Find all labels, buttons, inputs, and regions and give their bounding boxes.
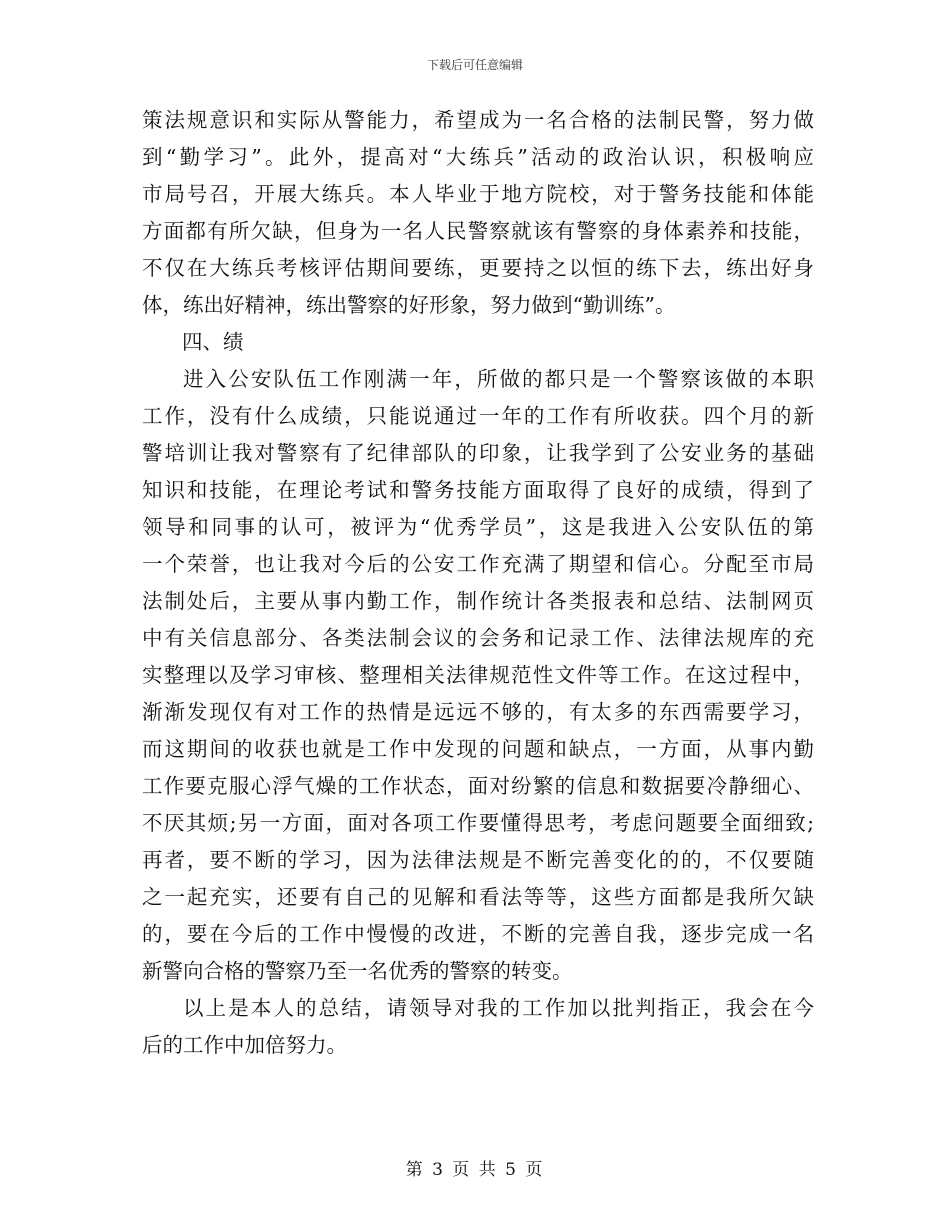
- section-heading: 四、绩: [182, 330, 244, 354]
- text-line: 中有关信息部分、各类法制会议的会务和记录工作、法律法规库的充: [142, 626, 814, 650]
- document-body: [142, 102, 814, 1064]
- text-line: 再者，要不断的学习，因为法律法规是不断完善变化的的，不仅要随: [142, 848, 814, 872]
- text-line: 策法规意识和实际从警能力，希望成为一名合格的法制民警，努力做: [142, 108, 814, 132]
- paragraph-conclusion: [142, 990, 814, 1064]
- text-line: 新警向合格的警察乃至一名优秀的警察的转变。: [142, 959, 573, 983]
- text-line: 工作要克服心浮气燥的工作状态，面对纷繁的信息和数据要冷静细心、: [142, 774, 814, 798]
- text-line: 渐渐发现仅有对工作的热情是远远不够的，有太多的东西需要学习，: [142, 700, 814, 724]
- text-line: 不厌其烦;另一方面，面对各项工作要懂得思考，考虑问题要全面细致;: [142, 811, 814, 835]
- text-line: 而这期间的收获也就是工作中发现的问题和缺点，一方面，从事内勤: [142, 737, 814, 761]
- text-line: 方面都有所欠缺，但身为一名人民警察就该有警察的身体素养和技能，: [142, 219, 814, 243]
- text-line: 法制处后，主要从事内勤工作，制作统计各类报表和总结、法制网页: [142, 589, 814, 613]
- text-line: 警培训让我对警察有了纪律部队的印象，让我学到了公安业务的基础: [142, 441, 814, 465]
- paragraph-continued: [142, 102, 814, 324]
- text-line: 知识和技能，在理论考试和警务技能方面取得了良好的成绩，得到了: [142, 478, 814, 502]
- text-line: 一个荣誉，也让我对今后的公安工作充满了期望和信心。分配至市局: [142, 552, 814, 576]
- page-number-footer: 第 3 页 共 5 页: [405, 1160, 545, 1180]
- text-line: 以上是本人的总结，请领导对我的工作加以批判指正，我会在今: [183, 996, 814, 1020]
- text-line: 工作，没有什么成绩，只能说通过一年的工作有所收获。四个月的新: [142, 404, 814, 428]
- text-line: 体，练出好精神，练出警察的好形象，努力做到“勤训练”。: [142, 293, 676, 317]
- paragraph-achievements: [142, 361, 814, 990]
- text-line: 市局号召，开展大练兵。本人毕业于地方院校，对于警务技能和体能: [142, 182, 814, 206]
- text-line: 之一起充实，还要有自己的见解和看法等等，这些方面都是我所欠缺: [142, 885, 814, 909]
- page-header-note: 下载后可任意编辑: [426, 58, 523, 72]
- text-line: 进入公安队伍工作刚满一年，所做的都只是一个警察该做的本职: [183, 367, 814, 391]
- text-line: 到“勤学习”。此外，提高对“大练兵”活动的政治认识，积极响应: [142, 145, 814, 169]
- text-line: 领导和同事的认可，被评为“优秀学员”，这是我进入公安队伍的第: [142, 515, 814, 539]
- text-line: 不仅在大练兵考核评估期间要练，更要持之以恒的练下去，练出好身: [142, 256, 814, 280]
- text-line: 实整理以及学习审核、整理相关法律规范性文件等工作。在这过程中，: [142, 663, 814, 687]
- text-line: 后的工作中加倍努力。: [142, 1033, 347, 1057]
- text-line: 的，要在今后的工作中慢慢的改进，不断的完善自我，逐步完成一名: [142, 922, 814, 946]
